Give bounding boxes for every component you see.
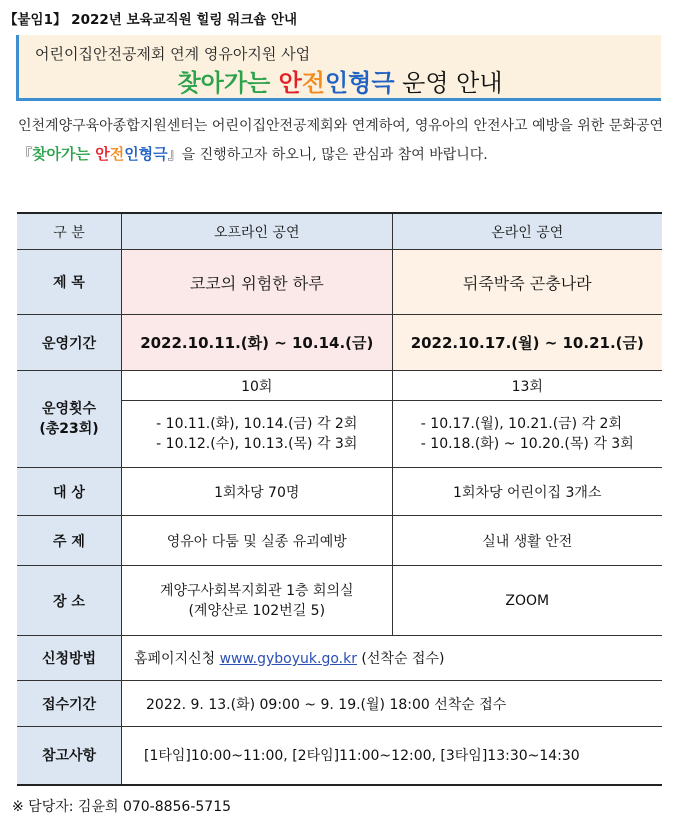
offline-place-line2: (계양산로 102번길 5) [188, 602, 326, 619]
online-period: 2022.10.17.(월) ~ 10.21.(금) [392, 315, 662, 371]
apply-method [122, 636, 663, 681]
online-title: 뒤죽박죽 곤충나라 [392, 250, 662, 315]
online-count-detail [392, 401, 662, 468]
intro-hl-red: 안 [95, 145, 110, 163]
target-row-label: 대 상 [17, 468, 122, 516]
note-row [17, 727, 662, 785]
title-row-label: 제 목 [17, 250, 122, 315]
header-label: 구 분 [17, 213, 122, 250]
title-part-plain: 운영 안내 [394, 69, 503, 97]
theme-row [17, 516, 662, 566]
title-part-blue: 인형극 [324, 69, 395, 97]
offline-place-line1: 계양구사회복지회관 1층 회의실 [159, 582, 354, 599]
offline-target: 1회차당 70명 [122, 468, 393, 516]
count-label-line1: 운영횟수 [41, 401, 97, 417]
online-theme: 실내 생활 안전 [392, 516, 662, 566]
title-part-green: 찾아가는 [177, 69, 279, 97]
list-item: - 10.17.(월), 10.21.(금) 각 2회 [420, 416, 622, 432]
receipt-row-label: 접수기간 [17, 681, 122, 727]
offline-count-detail [122, 401, 393, 468]
banner-title [19, 63, 661, 98]
count-total-row [17, 371, 662, 401]
period-row [17, 315, 662, 371]
apply-row-label: 신청방법 [17, 636, 122, 681]
target-row [17, 468, 662, 516]
offline-place [122, 566, 393, 636]
online-count-total: 13회 [392, 371, 662, 401]
offline-title: 코코의 위험한 하루 [122, 250, 393, 315]
intro-text-after: 』을 진행하고자 하오니, 많은 관심과 참여 바랍니다. [167, 147, 488, 163]
title-row [17, 250, 662, 315]
list-item: - 10.11.(화), 10.14.(금) 각 2회 [156, 416, 358, 432]
homepage-link[interactable]: www.gyboyuk.go.kr [219, 651, 357, 667]
note-value: [1타임]10:00~11:00, [2타임]11:00~12:00, [3타임]13:30~14:30 [122, 727, 663, 785]
online-target: 1회차당 어린이집 3개소 [392, 468, 662, 516]
receipt-period: 2022. 9. 13.(화) 09:00 ~ 9. 19.(월) 18:00 선착순 접수 [122, 681, 663, 727]
title-part-red: 안 [278, 69, 302, 97]
header-offline: 오프라인 공연 [122, 213, 393, 250]
count-label-line2: (총23회) [39, 421, 99, 437]
offline-theme: 영유아 다툼 및 실종 유괴예방 [122, 516, 393, 566]
intro-hl-orange: 전 [109, 145, 125, 163]
offline-period: 2022.10.11.(화) ~ 10.14.(금) [122, 315, 393, 371]
list-item: - 10.18.(화) ~ 10.20.(목) 각 3회 [420, 436, 634, 452]
apply-row [17, 636, 662, 681]
receipt-row [17, 681, 662, 727]
apply-prefix: 홈페이지신청 [134, 651, 220, 667]
period-row-label: 운영기간 [17, 315, 122, 371]
banner-subtitle: 어린이집안전공제회 연계 영유아지원 사업 [35, 45, 311, 63]
header-online: 온라인 공연 [392, 213, 662, 250]
online-place: ZOOM [392, 566, 662, 636]
intro-hl-blue: 인형극 [124, 145, 168, 163]
title-banner [16, 35, 661, 101]
theme-row-label: 주 제 [17, 516, 122, 566]
count-row-label [17, 371, 122, 468]
intro-paragraph [18, 112, 663, 169]
place-row [17, 566, 662, 636]
offline-count-total: 10회 [122, 371, 393, 401]
title-part-orange: 전 [301, 69, 325, 97]
table-header-row [17, 213, 662, 250]
intro-hl-green: 찾아가는 [32, 145, 96, 163]
apply-suffix: (선착순 접수) [356, 651, 445, 667]
place-row-label: 장 소 [17, 566, 122, 636]
attachment-title: 【붙임1】 2022년 보육교직원 힐링 워크숍 안내 [4, 12, 298, 28]
contact-footer: ※ 담당자: 김윤희 070-8856-5715 [12, 799, 232, 815]
intro-text-before: 인천계양구육아종합지원센터는 어린이집안전공제회와 연계하여, 영유아의 안전사고 예방을 위한 문화공연 『 [18, 118, 663, 163]
list-item: - 10.12.(수), 10.13.(목) 각 3회 [156, 436, 358, 452]
note-row-label: 참고사항 [17, 727, 122, 785]
info-table [17, 212, 662, 786]
